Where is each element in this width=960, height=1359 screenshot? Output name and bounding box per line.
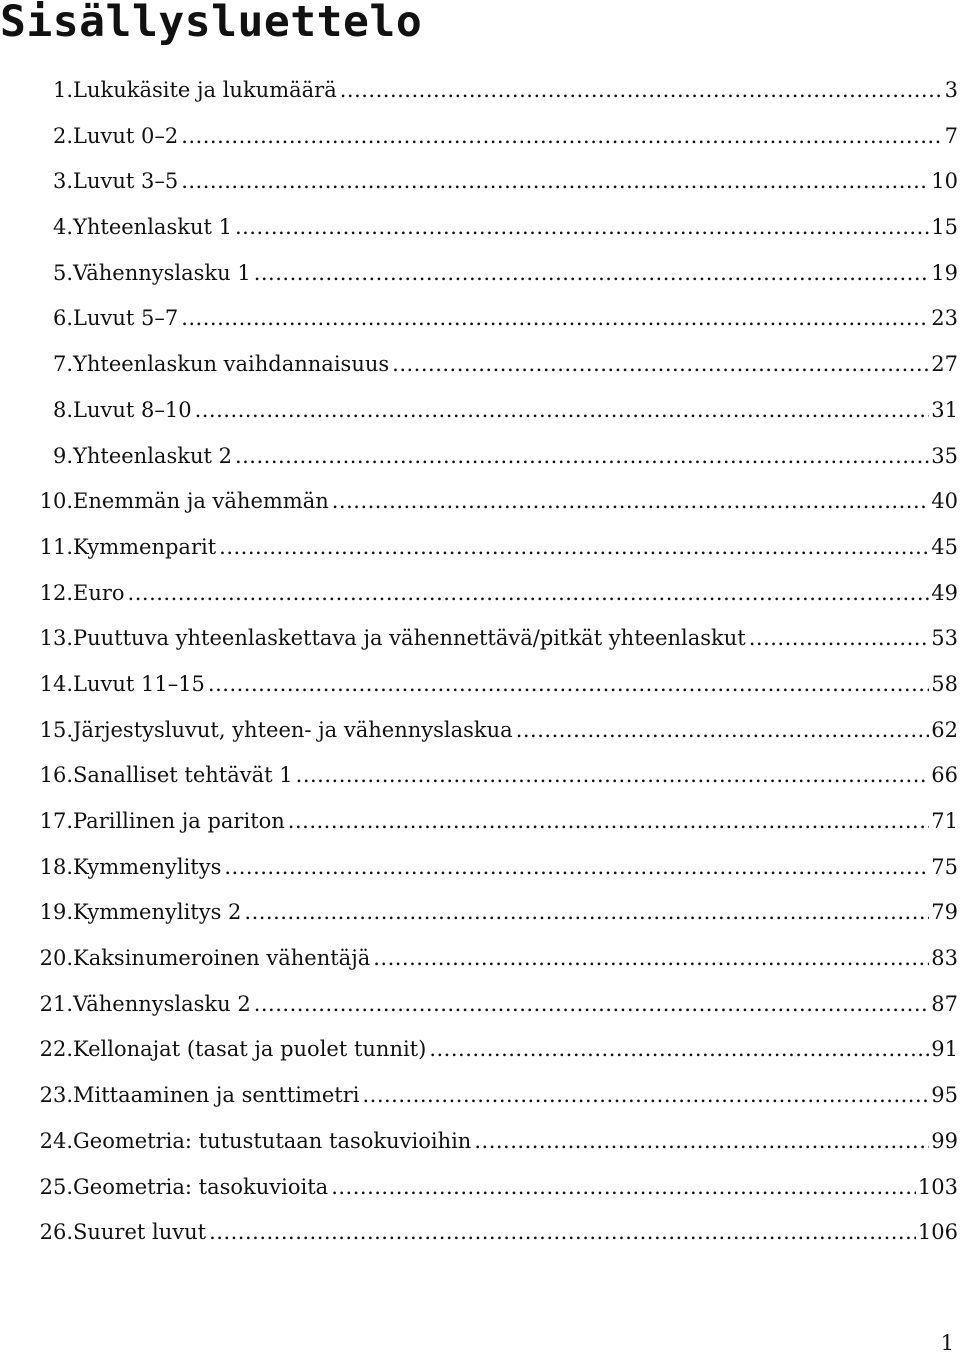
toc-entry-number-text: 10.: [39, 489, 73, 514]
toc-entry-page: 27: [931, 352, 958, 377]
toc-entry-label: Luvut 8–10: [73, 397, 192, 422]
toc-entry-number: [20, 982, 73, 1028]
toc-entry-label: Kymmenylitys: [73, 854, 222, 879]
toc-entry-label: Kellonajat (tasat ja puolet tunnit): [73, 1037, 427, 1062]
toc-entry[interactable]: [20, 616, 958, 662]
toc-dot-leader: [474, 1119, 929, 1165]
toc-entry-number-text: 5.: [52, 260, 73, 285]
toc-dot-leader: [195, 388, 930, 434]
toc-entry[interactable]: [20, 479, 958, 525]
toc-entry[interactable]: [20, 1073, 958, 1119]
toc-dot-leader: [219, 525, 929, 571]
toc-dot-leader: [288, 799, 929, 845]
toc-dot-leader: [181, 114, 942, 160]
toc-entry[interactable]: [20, 1119, 958, 1165]
toc-entry-number-text: 13.: [39, 626, 73, 651]
toc-entry-page: 23: [931, 306, 958, 331]
toc-dot-leader: [254, 251, 930, 297]
toc-entry-label: Kymmenparit: [73, 534, 217, 559]
toc-entry-number-text: 21.: [39, 991, 73, 1016]
toc-entry[interactable]: [20, 753, 958, 799]
toc-entry-number: [20, 1119, 73, 1165]
toc-entry-number-text: 2.: [52, 123, 73, 148]
toc-entry-number-text: 22.: [39, 1037, 73, 1062]
toc-entry-label: Vähennyslasku 1: [73, 260, 251, 285]
toc-dot-leader: [235, 434, 929, 480]
toc-entry-page: 58: [931, 671, 958, 696]
toc-entry-number-text: 3.: [52, 169, 73, 194]
toc-entry-number-text: 26.: [39, 1220, 73, 1245]
toc-entry-number-text: 17.: [39, 809, 73, 833]
toc-entry[interactable]: [20, 708, 958, 754]
toc-entry-label: Kymmenylitys 2: [73, 900, 242, 925]
toc-entry-label: Sanalliset tehtävät 1: [73, 763, 293, 788]
toc-entry[interactable]: [20, 388, 958, 434]
toc-entry[interactable]: [20, 571, 958, 617]
toc-entry[interactable]: [20, 1210, 958, 1256]
toc-entry-number-text: 25.: [39, 1174, 73, 1199]
toc-entry[interactable]: [20, 205, 958, 251]
toc-entry-label: Luvut 3–5: [73, 169, 179, 194]
toc-dot-leader: [392, 342, 929, 388]
toc-entry-page: 3: [944, 78, 958, 102]
toc-dot-leader: [209, 1210, 916, 1256]
toc-entry-number: [20, 708, 73, 754]
toc-entry[interactable]: [20, 662, 958, 708]
toc-entry-label: Kaksinumeroinen vähentäjä: [73, 946, 371, 971]
toc-entry-number: [20, 525, 73, 571]
toc-entry[interactable]: [20, 845, 958, 891]
toc-entry[interactable]: [20, 1027, 958, 1073]
toc-dot-leader: [516, 708, 930, 754]
toc-entry-number: [20, 1027, 73, 1073]
toc-entry-page: 95: [931, 1083, 958, 1108]
toc-entry-page: 62: [931, 717, 958, 742]
toc-dot-leader: [244, 890, 929, 936]
toc-entry-label: Euro: [73, 580, 125, 605]
toc-entry-number-text: 20.: [39, 946, 73, 971]
toc-entry-number-text: 23.: [39, 1083, 73, 1108]
toc-entry-number: [20, 68, 73, 114]
toc-entry-label: Luvut 0–2: [73, 123, 179, 148]
toc-entry-number: [20, 296, 73, 342]
toc-dot-leader: [181, 296, 929, 342]
toc-entry-page: 91: [931, 1037, 958, 1062]
toc-entry-label: Vähennyslasku 2: [73, 991, 251, 1016]
toc-entry-page: 19: [931, 260, 958, 285]
toc-entry[interactable]: [20, 296, 958, 342]
toc-entry[interactable]: [20, 159, 958, 205]
toc-dot-leader: [362, 1073, 929, 1119]
toc-dot-leader: [208, 662, 929, 708]
toc-entry-page: 7: [944, 123, 958, 148]
toc-entry-number-text: 15.: [39, 717, 73, 742]
toc-entry-page: 103: [917, 1174, 958, 1199]
toc-entry-number-text: 8.: [52, 397, 73, 422]
toc-entry-number-text: 16.: [39, 763, 73, 788]
toc-entry-page: 49: [931, 580, 958, 605]
toc-entry-number-text: 24.: [39, 1128, 73, 1153]
toc-entry[interactable]: [20, 890, 958, 936]
toc-entry-number: [20, 1210, 73, 1256]
toc-dot-leader: [235, 205, 929, 251]
toc-entry-number-text: 11.: [39, 534, 73, 559]
toc-entry[interactable]: [20, 936, 958, 982]
toc-entry-label: Geometria: tasokuvioita: [73, 1174, 329, 1199]
toc-entry[interactable]: [20, 434, 958, 480]
toc-entry-label: Yhteenlaskut 1: [73, 215, 232, 240]
toc-entry-label: Lukukäsite ja lukumäärä: [73, 78, 337, 102]
toc-entry-page: 15: [931, 215, 958, 240]
toc-entry[interactable]: [20, 982, 958, 1028]
toc-entry[interactable]: [20, 525, 958, 571]
toc-entry-number-text: 18.: [39, 854, 73, 879]
toc-entry-number: [20, 616, 73, 662]
toc-entry-number: [20, 1073, 73, 1119]
toc-entry-page: 10: [931, 169, 958, 194]
toc-entry-label: Geometria: tutustutaan tasokuvioihin: [73, 1128, 472, 1153]
toc-entry-label: Suuret luvut: [73, 1220, 207, 1245]
toc-entry-label: Luvut 5–7: [73, 306, 179, 331]
toc-entry-number: [20, 388, 73, 434]
toc-entry-page: 66: [931, 763, 958, 788]
page-number: 1: [940, 1331, 954, 1355]
toc-entry-page: 35: [931, 443, 958, 468]
toc-entry-number: [20, 890, 73, 936]
toc-entry-page: 106: [917, 1220, 958, 1245]
toc-entry-page: 79: [931, 900, 958, 925]
toc-entry-page: 99: [931, 1128, 958, 1153]
toc-entry-number: [20, 434, 73, 480]
toc-entry-number: [20, 1165, 73, 1211]
toc-dot-leader: [749, 616, 930, 662]
toc-entry-number: [20, 114, 73, 160]
toc-entry[interactable]: [20, 799, 958, 845]
toc-dot-leader: [181, 159, 929, 205]
toc-entry[interactable]: [20, 342, 958, 388]
toc-entry-label: Puuttuva yhteenlaskettava ja vähennettävä/pitkät yhteenlaskut: [73, 626, 746, 651]
toc-entry-page: 75: [931, 854, 958, 879]
toc-entry-number: [20, 251, 73, 297]
toc-entry-number-text: 19.: [39, 900, 73, 925]
page-title: Sisällysluettelo: [0, 0, 423, 47]
toc-dot-leader: [224, 845, 929, 891]
toc-entry-number: [20, 342, 73, 388]
toc-entry-page: 87: [931, 991, 958, 1016]
toc-entry-label: Yhteenlaskut 2: [73, 443, 232, 468]
toc-entry-number-text: 1.: [52, 78, 73, 102]
toc-dot-leader: [332, 479, 930, 525]
toc-entry-number-text: 7.: [52, 352, 73, 377]
toc-entry-label: Luvut 11–15: [73, 671, 205, 696]
toc-entry[interactable]: [20, 114, 958, 160]
toc-entry-number: [20, 845, 73, 891]
toc-entry-page: 53: [931, 626, 958, 651]
toc-dot-leader: [331, 1165, 916, 1211]
table-of-contents: [20, 68, 958, 1256]
toc-entry-label: Enemmän ja vähemmän: [73, 489, 329, 514]
toc-entry[interactable]: [20, 1165, 958, 1211]
toc-entry-page: 31: [931, 397, 958, 422]
toc-entry-number: [20, 479, 73, 525]
toc-entry-number-text: 9.: [52, 443, 73, 468]
toc-entry-page: 40: [931, 489, 958, 514]
toc-entry-number-text: 4.: [52, 215, 73, 240]
toc-entry-label: Parillinen ja pariton: [73, 809, 285, 833]
toc-entry-number: [20, 753, 73, 799]
toc-entry-label: Yhteenlaskun vaihdannaisuus: [73, 352, 390, 377]
toc-entry-number: [20, 571, 73, 617]
toc-dot-leader: [429, 1027, 929, 1073]
toc-dot-leader: [340, 68, 943, 114]
toc-entry-number: [20, 662, 73, 708]
toc-entry-page: 45: [931, 534, 958, 559]
toc-entry-number: [20, 159, 73, 205]
toc-dot-leader: [254, 982, 930, 1028]
toc-entry-number: [20, 936, 73, 982]
toc-dot-leader: [296, 753, 930, 799]
toc-entry-label: Mittaaminen ja senttimetri: [73, 1083, 360, 1108]
toc-dot-leader: [128, 571, 930, 617]
toc-entry-number-text: 12.: [39, 580, 73, 605]
toc-entry-label: Järjestysluvut, yhteen- ja vähennyslaskua: [73, 717, 513, 742]
toc-entry-page: 71: [931, 809, 958, 833]
toc-entry[interactable]: [20, 68, 958, 114]
toc-entry-number-text: 6.: [52, 306, 73, 331]
toc-entry[interactable]: [20, 251, 958, 297]
toc-dot-leader: [373, 936, 929, 982]
toc-entry-number: [20, 205, 73, 251]
toc-entry-number-text: 14.: [39, 671, 73, 696]
toc-entry-page: 83: [931, 946, 958, 971]
toc-entry-number: [20, 799, 73, 845]
